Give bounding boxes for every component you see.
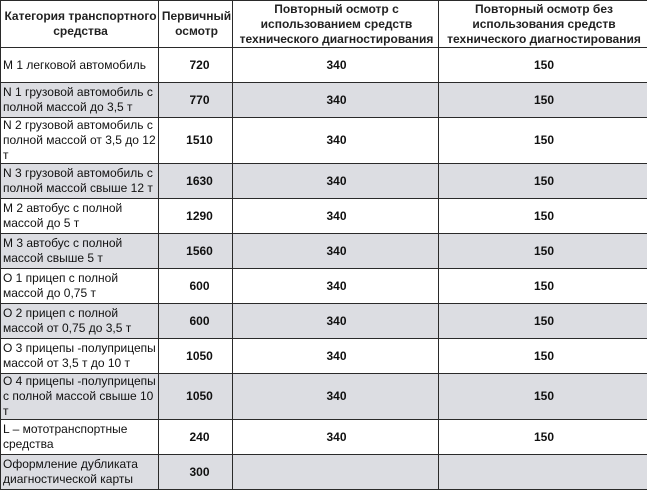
cell-category: Оформление дубликата диагностической карты: [1, 455, 159, 490]
cell-category: О 3 прицепы -полуприцепы массой от 3,5 т до 10 т: [1, 339, 159, 374]
cell-primary: 1630: [159, 164, 233, 199]
cell-repeat-with: 340: [233, 199, 439, 234]
header-primary: Первичный осмотр: [159, 1, 233, 48]
table-row: [1, 304, 647, 339]
cell-primary: 300: [159, 455, 233, 490]
cell-category: М 3 автобус с полной массой свыше 5 т: [1, 234, 159, 269]
cell-category: О 2 прицеп с полной массой от 0,75 до 3,5 т: [1, 304, 159, 339]
cell-primary: 240: [159, 420, 233, 455]
cell-category: О 4 прицепы -полуприцепы с полной массой свыше 10 т: [1, 374, 159, 420]
cell-category: О 1 прицеп с полной массой до 0,75 т: [1, 269, 159, 304]
cell-category: М 2 автобус с полной массой до 5 т: [1, 199, 159, 234]
cell-repeat-with: 340: [233, 48, 439, 83]
cell-repeat-without: 150: [439, 269, 647, 304]
cell-repeat-with: 340: [233, 83, 439, 118]
header-repeat-without: Повторный осмотр без использования средств технического диагностирования: [439, 1, 647, 48]
cell-primary: 1560: [159, 234, 233, 269]
cell-repeat-without: 150: [439, 83, 647, 118]
cell-repeat-with: 340: [233, 304, 439, 339]
table-row: [1, 83, 647, 118]
cell-primary: 1050: [159, 374, 233, 420]
table-row: [1, 374, 647, 420]
table-row: [1, 269, 647, 304]
cell-repeat-without: 150: [439, 304, 647, 339]
cell-repeat-with: 340: [233, 118, 439, 164]
cell-primary: 770: [159, 83, 233, 118]
cell-repeat-with: 340: [233, 234, 439, 269]
cell-repeat-without: 150: [439, 199, 647, 234]
cell-category: N 1 грузовой автомобиль с полной массой до 3,5 т: [1, 83, 159, 118]
cell-primary: 1510: [159, 118, 233, 164]
cell-repeat-with: 340: [233, 420, 439, 455]
table-row: [1, 164, 647, 199]
table-row: [1, 455, 647, 490]
cell-repeat-with: [233, 455, 439, 490]
cell-repeat-with: 340: [233, 339, 439, 374]
cell-primary: 720: [159, 48, 233, 83]
cell-repeat-without: 150: [439, 118, 647, 164]
table-row: [1, 199, 647, 234]
cell-category: N 3 грузовой автомобиль с полной массой свыше 12 т: [1, 164, 159, 199]
header-category: Категория транспортного средства: [1, 1, 159, 48]
cell-repeat-without: 150: [439, 234, 647, 269]
header-row: [1, 1, 647, 48]
cell-repeat-without: 150: [439, 164, 647, 199]
table-row: [1, 48, 647, 83]
table-row: [1, 420, 647, 455]
cell-repeat-without: 150: [439, 420, 647, 455]
cell-primary: 600: [159, 304, 233, 339]
header-repeat-with: Повторный осмотр с использованием средств технического диагностирования: [233, 1, 439, 48]
cell-category: М 1 легковой автомобиль: [1, 48, 159, 83]
cell-primary: 1290: [159, 199, 233, 234]
cell-category: L – мототранспортные средства: [1, 420, 159, 455]
cell-repeat-without: [439, 455, 647, 490]
cell-primary: 1050: [159, 339, 233, 374]
table-row: [1, 118, 647, 164]
cell-repeat-with: 340: [233, 164, 439, 199]
cell-category: N 2 грузовой автомобиль с полной массой от 3,5 до 12 т: [1, 118, 159, 164]
cell-repeat-without: 150: [439, 374, 647, 420]
cell-repeat-with: 340: [233, 374, 439, 420]
cell-repeat-with: 340: [233, 269, 439, 304]
table-row: [1, 234, 647, 269]
cell-primary: 600: [159, 269, 233, 304]
cell-repeat-without: 150: [439, 339, 647, 374]
table-row: [1, 339, 647, 374]
cell-repeat-without: 150: [439, 48, 647, 83]
